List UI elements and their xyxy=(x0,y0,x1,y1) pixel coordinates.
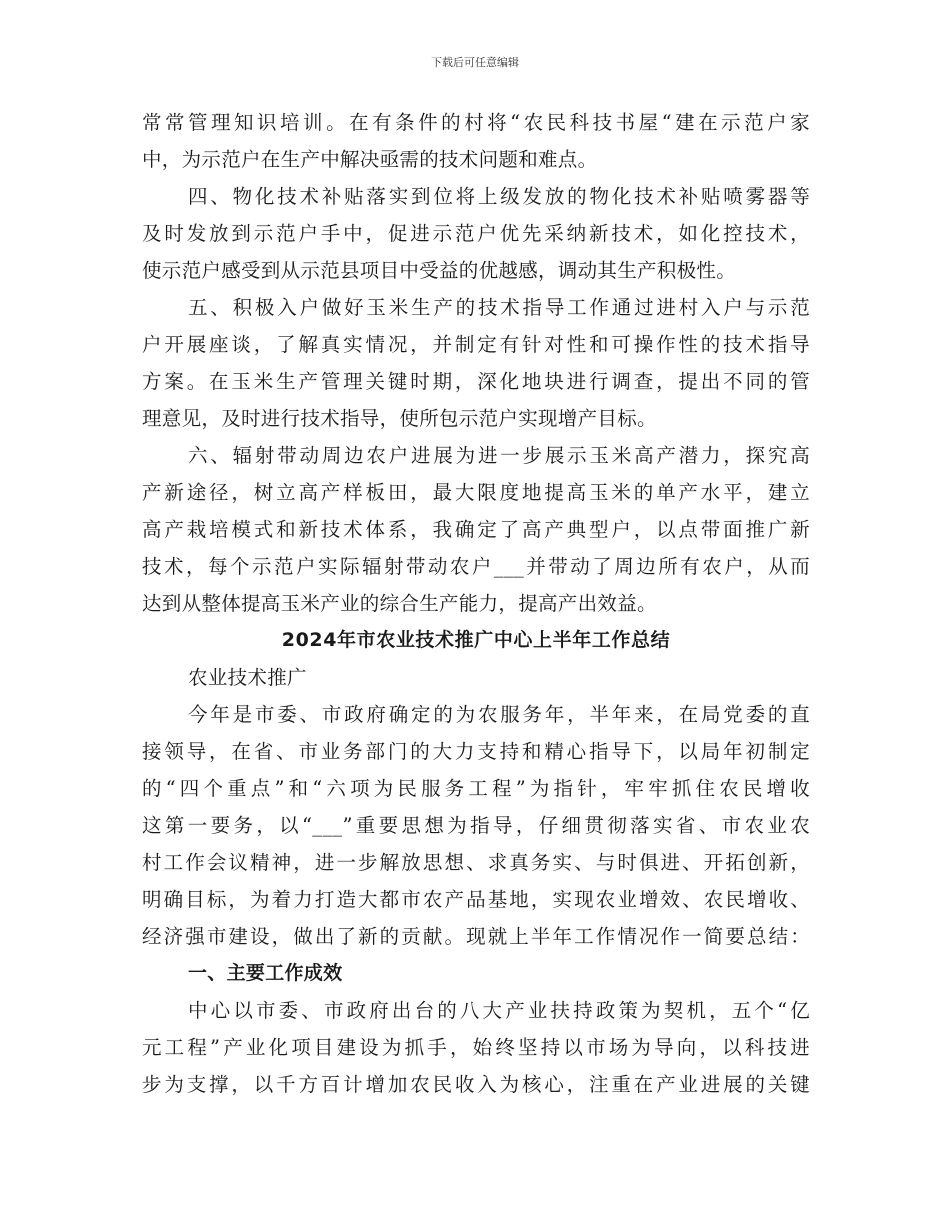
body-line: 方案。在玉米生产管理关键时期，深化地块进行调查，提出不同的管 xyxy=(142,370,810,393)
body-line: 达到从整体提高玉米产业的综合生产能力，提高产出效益。 xyxy=(142,592,657,615)
body-line: 使示范户感受到从示范县项目中受益的优越感，调动其生产积极性。 xyxy=(142,259,737,282)
page-header: 下载后可任意编辑 xyxy=(431,56,519,69)
body-line: 这第一要务，以“___”重要思想为指导，仔细贯彻落实省、市农业农 xyxy=(142,814,810,837)
body-line: 五、积极入户做好玉米生产的技术指导工作通过进村入户与示范 xyxy=(188,296,810,319)
body-line: 元工程”产业化项目建设为抓手，始终坚持以市场为导向，以科技进 xyxy=(142,1036,810,1059)
body-line: 及时发放到示范户手中，促进示范户优先采纳新技术，如化控技术， xyxy=(142,222,810,245)
body-line: 中心以市委、市政府出台的八大产业扶持政策为契机，五个“亿 xyxy=(188,999,810,1022)
body-line: 明确目标，为着力打造大都市农产品基地，实现农业增效、农民增收、 xyxy=(142,888,810,911)
body-line: 经济强市建设，做出了新的贡献。现就上半年工作情况作一简要总结： xyxy=(142,925,810,948)
body-line: 技术，每个示范户实际辐射带动农户___并带动了周边所有农户，从而 xyxy=(142,555,810,578)
body-line: 户开展座谈，了解真实情况，并制定有针对性和可操作性的技术指导 xyxy=(142,333,810,356)
document-subtitle: 农业技术推广 xyxy=(188,666,307,689)
body-line: 常常管理知识培训。在有条件的村将“农民科技书屋“建在示范户家 xyxy=(142,111,810,134)
body-line: 六、辐射带动周边农户进展为进一步展示玉米高产潜力，探究高 xyxy=(188,444,810,467)
body-line: 今年是市委、市政府确定的为农服务年，半年来，在局党委的直 xyxy=(188,703,810,726)
section-heading: 一、主要工作成效 xyxy=(188,962,343,984)
body-line: 的“四个重点”和“六项为民服务工程”为指针，牢牢抓住农民增收 xyxy=(142,777,810,800)
body-line: 步为支撑，以千方百计增加农民收入为核心，注重在产业进展的关键 xyxy=(142,1073,810,1096)
body-line: 村工作会议精神，进一步解放思想、求真务实、与时俱进、开拓创新， xyxy=(142,851,810,874)
body-line: 高产栽培模式和新技术体系，我确定了高产典型户，以点带面推广新 xyxy=(142,518,810,541)
body-line: 理意见，及时进行技术指导，使所包示范户实现增产目标。 xyxy=(142,407,657,430)
body-line: 中，为示范户在生产中解决亟需的技术问题和难点。 xyxy=(142,148,598,171)
body-line: 产新途径，树立高产样板田，最大限度地提高玉米的单产水平，建立 xyxy=(142,481,810,504)
document-body xyxy=(142,104,810,1103)
body-line: 四、物化技术补贴落实到位将上级发放的物化技术补贴喷雾器等 xyxy=(188,185,810,208)
document-title: 2024年市农业技术推广中心上半年工作总结 xyxy=(281,629,671,651)
body-line: 接领导，在省、市业务部门的大力支持和精心指导下，以局年初制定 xyxy=(142,740,810,763)
